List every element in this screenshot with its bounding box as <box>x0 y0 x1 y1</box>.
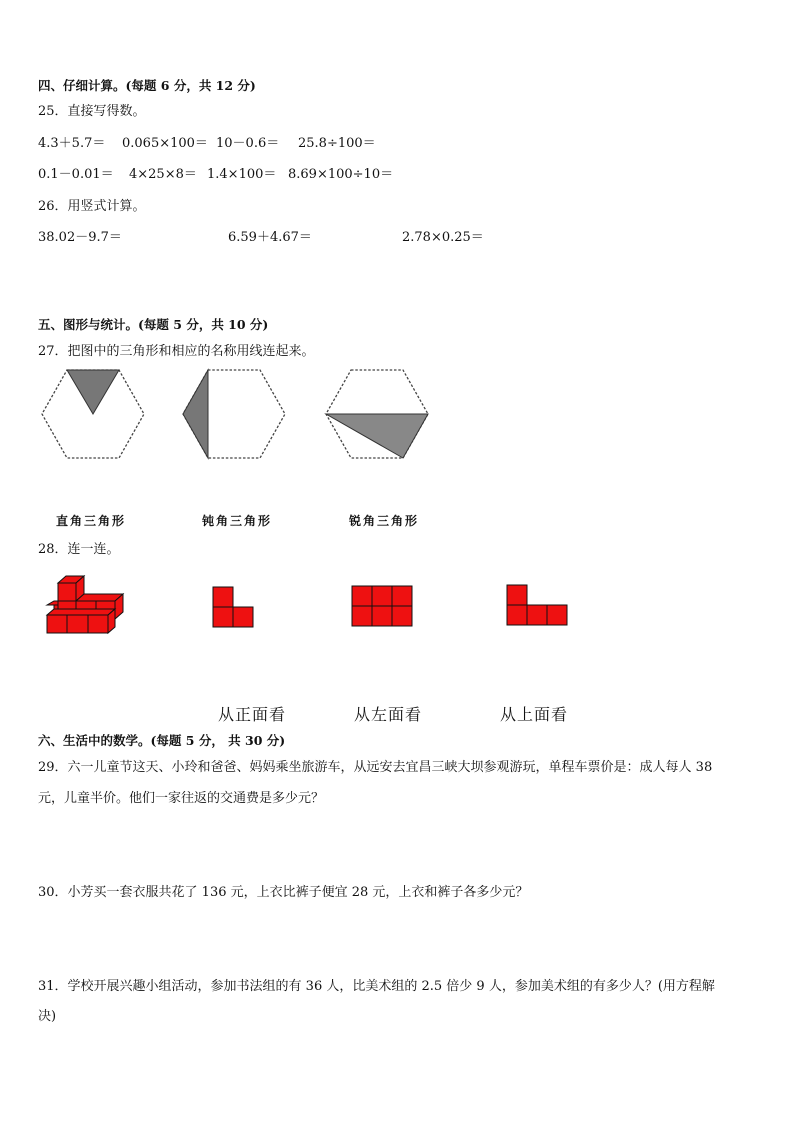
question-25-title: 25．直接写得数。 <box>38 104 146 119</box>
q25-item: 4×25×8＝ <box>129 167 197 182</box>
q25-item: 4.3＋5.7＝ <box>38 136 106 151</box>
question-30-text: 30．小芳买一套衣服共花了 136 元，上衣比裤子便宜 28 元，上衣和裤子各多少元？ <box>38 885 529 900</box>
block-view-shape-3 <box>506 584 569 627</box>
question-27-title: 27．把图中的三角形和相应的名称用线连起来。 <box>38 344 315 359</box>
q26-item: 6.59＋4.67＝ <box>228 230 312 245</box>
triangle-label-obtuse: 钝角三角形 <box>202 514 273 528</box>
q25-item: 8.69×100÷10＝ <box>288 167 394 182</box>
hexagon-figure-2 <box>181 368 287 460</box>
triangle-label-right: 直角三角形 <box>56 514 127 528</box>
hexagon-figure-1 <box>40 368 146 460</box>
cube-stack-3d <box>45 575 127 635</box>
q25-item: 10－0.6＝ <box>216 136 280 151</box>
view-label-front: 从正面看 <box>218 705 287 724</box>
question-26-title: 26．用竖式计算。 <box>38 199 146 214</box>
question-28-title: 28．连一连。 <box>38 542 120 557</box>
q25-item: 25.8÷100＝ <box>298 136 376 151</box>
section-6-heading: 六、生活中的数学。(每题 5 分， 共 30 分) <box>38 733 286 748</box>
question-31-line-1: 31．学校开展兴趣小组活动，参加书法组的有 36 人，比美术组的 2.5 倍少 9 人，参加美术组的有多少人？(用方程解 <box>38 979 715 994</box>
q25-item: 0.1－0.01＝ <box>38 167 114 182</box>
view-label-top: 从上面看 <box>500 705 569 724</box>
question-29-line-1: 29．六一儿童节这天、小玲和爸爸、妈妈乘坐旅游车，从远安去宜昌三峡大坝参观游玩，单程车票价是：成人每人 38 <box>38 760 713 775</box>
block-view-shape-2 <box>351 585 413 628</box>
q25-item: 1.4×100＝ <box>207 167 277 182</box>
q25-item: 0.065×100＝ <box>122 136 208 151</box>
section-4-heading: 四、仔细计算。(每题 6 分，共 12 分) <box>38 78 256 93</box>
view-label-left: 从左面看 <box>354 705 423 724</box>
block-view-shape-1 <box>212 586 255 628</box>
section-5-heading: 五、图形与统计。(每题 5 分，共 10 分) <box>38 317 269 332</box>
triangle-label-acute: 锐角三角形 <box>349 514 420 528</box>
question-31-line-2: 决) <box>38 1009 57 1024</box>
question-29-line-2: 元，儿童半价。他们一家往返的交通费是多少元？ <box>38 791 325 806</box>
q26-item: 2.78×0.25＝ <box>402 230 484 245</box>
q26-item: 38.02－9.7＝ <box>38 230 122 245</box>
hexagon-figure-3 <box>324 368 430 460</box>
